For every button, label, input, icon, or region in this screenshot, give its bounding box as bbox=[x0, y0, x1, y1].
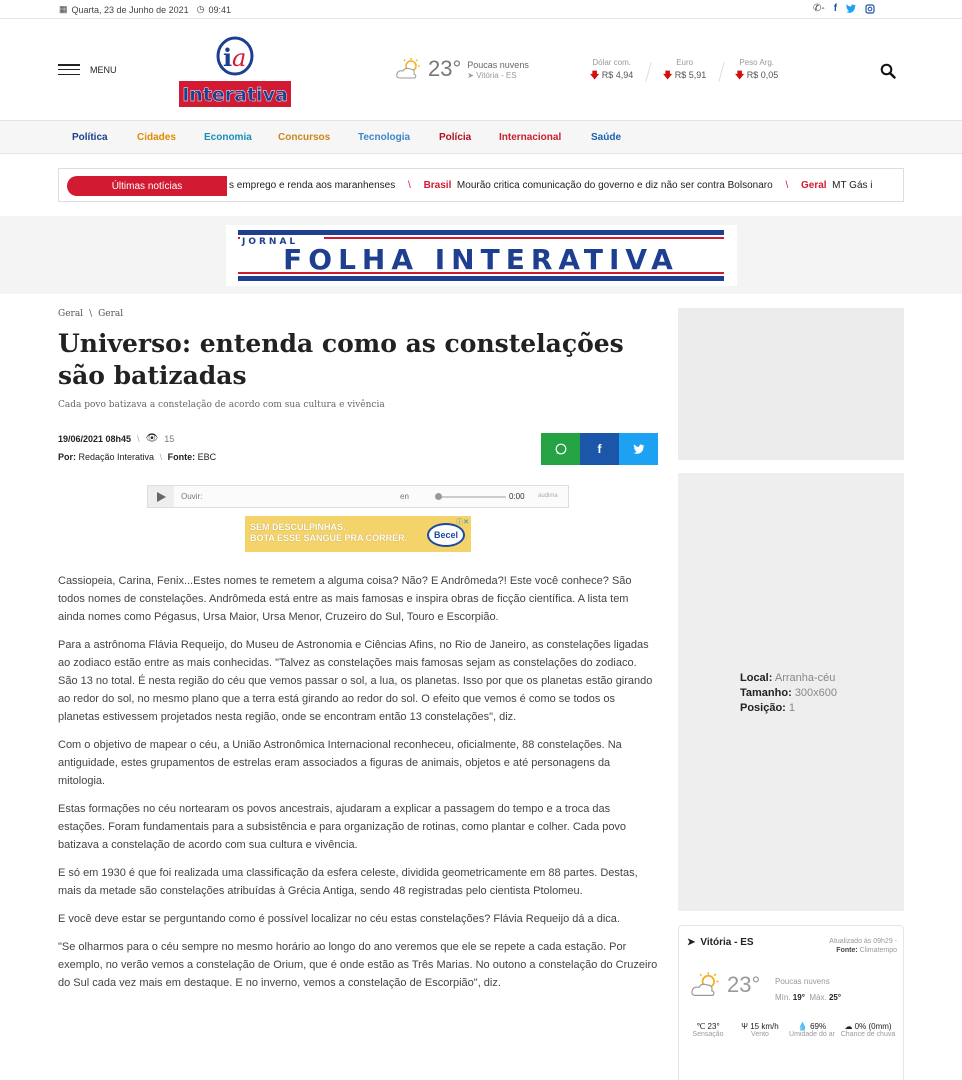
share-whatsapp-button[interactable] bbox=[541, 433, 580, 465]
ticker-track: s emprego e renda aos maranhenses \ Brasil Mourão critica comunicação do governo e diz não ser contra Bolsonaro \ Geral MT Gás i bbox=[229, 180, 873, 191]
article-byline: Por: Redação Interativa \ Fonte: EBC bbox=[58, 452, 217, 462]
date-time bbox=[59, 4, 231, 15]
header-temp: 23° bbox=[428, 56, 462, 81]
nav-item-politica[interactable]: Política bbox=[72, 132, 108, 143]
svg-text:i: i bbox=[223, 43, 233, 72]
menu-label: MENU bbox=[90, 64, 117, 75]
folha-interativa-banner[interactable] bbox=[226, 225, 737, 286]
language-select[interactable]: en bbox=[400, 492, 409, 501]
source-name: EBC bbox=[197, 452, 217, 462]
facebook-icon[interactable]: f bbox=[833, 3, 838, 14]
breadcrumb: Geral \ Geral bbox=[58, 309, 124, 319]
site-header bbox=[0, 20, 962, 120]
stat-humidity: 💧 69% Umidade do ar bbox=[789, 1022, 835, 1038]
play-icon bbox=[156, 492, 166, 502]
ad-brand-logo: Becel bbox=[427, 523, 465, 547]
nav-item-cidades[interactable]: Cidades bbox=[137, 132, 176, 143]
nav-item-policia[interactable]: Polícia bbox=[439, 132, 472, 143]
ad-slot-info: Local: Arranha-céu Tamanho: 300x600 Posição: 1 bbox=[740, 672, 838, 714]
nav-item-tecnologia[interactable]: Tecnologia bbox=[358, 132, 411, 143]
whatsapp-icon bbox=[555, 443, 567, 455]
progress-track[interactable] bbox=[436, 496, 506, 498]
audio-player bbox=[147, 485, 569, 508]
weather-desc: Poucas nuvens bbox=[775, 977, 830, 986]
whatsapp-icon[interactable]: ✆- bbox=[813, 3, 825, 14]
weather-stats bbox=[685, 1022, 899, 1038]
play-button[interactable] bbox=[148, 486, 174, 507]
author-name: Redação Interativa bbox=[78, 452, 155, 462]
header-weather-location: Vitória - ES bbox=[476, 70, 517, 80]
weather-temp: 23° bbox=[727, 972, 761, 997]
svg-text:a: a bbox=[232, 44, 247, 72]
player-brand: audima bbox=[538, 493, 558, 499]
calendar-icon: ▦ bbox=[59, 4, 68, 14]
menu-button[interactable] bbox=[58, 64, 117, 75]
social-links bbox=[813, 3, 875, 14]
thermometer-icon: ℃ bbox=[696, 1022, 706, 1031]
weather-widget bbox=[678, 925, 904, 1080]
header-weather[interactable] bbox=[396, 56, 529, 82]
category-nav bbox=[0, 120, 962, 154]
article-paragraph: Para a astrônoma Flávia Requeijo, do Museu de Astronomia e Ciências Afins, no Rio de Janeiro, as constelações ligadas ao zodiaco estão entre as mais conhecidas. "Talvez as constelações mais famosas sejam as constelações do zodiaco. São 13 no total. É nesta região do céu que vemos passar o sol, a lua, os planetas. Isso por que os planetas estão girando ao redor do sol, no mesmo plano que a terra está girando ao redor do sol. O efeito que vemos é como se todos os planetas estivessem projetados nesta região, onde se encontram então 13 constelações", diz. bbox=[58, 639, 653, 723]
news-ticker bbox=[58, 168, 904, 202]
down-arrow-icon: 🡇 bbox=[663, 70, 673, 80]
weather-minmax: Mín. 19° Máx. 25° bbox=[775, 993, 842, 1002]
publish-date: 19/06/2021 08h45 bbox=[58, 433, 132, 444]
divider bbox=[645, 62, 651, 82]
divider bbox=[718, 62, 724, 82]
breadcrumb-item[interactable]: Geral bbox=[98, 309, 124, 319]
stat-wind: Ψ 15 km/h Vento bbox=[741, 1022, 779, 1038]
listen-label: Ouvir: bbox=[181, 492, 203, 501]
ticker-item[interactable]: MT Gás i bbox=[832, 180, 873, 191]
current-date: Quarta, 23 de Junho de 2021 bbox=[71, 4, 189, 15]
article-paragraph: "Se olharmos para o céu sempre no mesmo horário ao longo do ano veremos que ele se repete a cada estação. Por exemplo, no verão vemos a constelação de Orium, que é onde estão as Três Marias. No outono a constelação do Cruzeiro do Sul cada vez mais em destaque. E no inverno, vemos a constelação de Escorpião", diz. bbox=[58, 941, 658, 989]
down-arrow-icon: 🡇 bbox=[735, 70, 745, 80]
hamburger-icon bbox=[58, 64, 80, 75]
banner-small-text: JORNAL bbox=[242, 237, 299, 247]
svg-text:Interativa: Interativa bbox=[182, 84, 288, 106]
location-arrow-icon: ➤ bbox=[467, 70, 474, 80]
share-twitter-button[interactable] bbox=[619, 433, 658, 465]
sidebar-ad-slot[interactable] bbox=[678, 308, 904, 460]
breadcrumb-item[interactable]: Geral bbox=[58, 309, 84, 319]
currency-dollar: Dólar com. 🡇 R$ 4,94 bbox=[590, 58, 634, 80]
article-subtitle: Cada povo batizava a constelação de acordo com sua cultura e vivência bbox=[58, 400, 385, 410]
nav-item-concursos[interactable]: Concursos bbox=[278, 132, 331, 143]
search-icon[interactable] bbox=[880, 63, 896, 79]
instagram-icon[interactable] bbox=[865, 4, 875, 14]
stat-feels-like: ℃ 23° Sensação bbox=[692, 1022, 724, 1038]
ticker-item-category: Geral bbox=[801, 180, 827, 191]
article-paragraph: E só em 1930 é que foi realizada uma classificação da esfera celeste, dividida geometricamente em 88 partes. Destas, mais da metade são constelações atribuídas à Grécia Antiga, sendo 48 registradas pelo cientista Ptolomeu. bbox=[58, 867, 638, 897]
view-count: 15 bbox=[164, 433, 175, 444]
sidebar-skyscraper-ad[interactable] bbox=[678, 473, 904, 911]
nav-item-saude[interactable]: Saúde bbox=[591, 132, 622, 143]
cloud-rain-icon: ☁ bbox=[844, 1022, 853, 1031]
share-facebook-button[interactable] bbox=[580, 433, 619, 465]
twitter-icon bbox=[633, 444, 645, 454]
nav-item-internacional[interactable]: Internacional bbox=[499, 132, 562, 143]
article-paragraph: Cassiopeia, Carina, Fenix...Estes nomes te remetem a alguma coisa? Não? E Andrômeda?! Este você conhece? São todos nomes de constelações. Andrômeda está entre as mais famosas e inspira obras de ficção científica. A lista tem ainda nomes como Pégasus, Ursa Maior, Ursa Menor, Cruzeiro do Sul, Touro e Escorpião. bbox=[58, 575, 632, 623]
currency-euro: Euro 🡇 R$ 5,91 bbox=[663, 58, 707, 80]
article-paragraph: E você deve estar se perguntando como é possível localizar no céu estas constelações? Flávia Requeijo dá a dica. bbox=[58, 913, 620, 925]
droplet-icon: 💧 bbox=[797, 1022, 808, 1031]
weather-city: Vitória - ES bbox=[700, 937, 754, 948]
partly-cloudy-icon bbox=[396, 58, 422, 80]
article-paragraph: Com o objetivo de mapear o céu, a União Astronômica Internacional reconheceu, oficialmente, 88 constelações. Na antiguidade, estes grupamentos de estrelas eram associados a figuras de animais, objetos e até personagens da mitologia. bbox=[58, 739, 622, 787]
article-paragraph: Estas formações no céu nortearam os povos ancestrais, ajudaram a explicar a passagem do tempo e a troca das estações. Foram fundamentais para a subsistência e para organização de rotinas, como plantar e colher. Cada povo batizava a constelação de acordo com sua cultura e vivência. bbox=[58, 803, 627, 851]
ticker-item[interactable]: Mourão critica comunicação do governo e diz não ser contra Bolsonaro bbox=[456, 180, 773, 191]
progress-knob[interactable] bbox=[435, 493, 442, 500]
weather-updated: Atualizado às 09h29 - Fonte: Climatempo bbox=[829, 938, 897, 954]
top-bar bbox=[0, 0, 962, 19]
share-buttons bbox=[541, 433, 658, 465]
site-logo[interactable] bbox=[179, 35, 291, 109]
facebook-icon: f bbox=[597, 442, 602, 456]
article-meta: 19/06/2021 08h45 \ 👁 15 bbox=[58, 433, 175, 444]
ad-close-icon[interactable]: ⓘ✕ bbox=[456, 519, 469, 526]
current-time: 09:41 bbox=[208, 4, 231, 15]
currency-peso: Peso Arg. 🡇 R$ 0,05 bbox=[735, 58, 779, 80]
inline-ad[interactable]: SEM DESCULPINHAS. BOTA ESSE SANGUE PRA CORRER. Becel ⓘ✕ bbox=[245, 516, 471, 552]
ticker-item-category: Brasil bbox=[423, 180, 452, 191]
eye-icon: 👁 bbox=[145, 433, 159, 444]
stat-rain-chance: ☁ 0% (0mm) Chance de chuva bbox=[840, 1022, 896, 1038]
header-weather-desc: Poucas nuvens bbox=[467, 59, 529, 70]
location-arrow-icon: ➤ bbox=[687, 937, 696, 948]
nav-item-economia[interactable]: Economia bbox=[204, 132, 252, 143]
twitter-icon[interactable] bbox=[846, 4, 856, 13]
article-body bbox=[58, 572, 658, 1002]
clock-icon: ◷ bbox=[196, 4, 205, 14]
player-time: 0:00 bbox=[509, 492, 525, 501]
partly-cloudy-icon bbox=[691, 972, 721, 998]
down-arrow-icon: 🡇 bbox=[590, 70, 600, 80]
ticker-label: Últimas notícias bbox=[67, 176, 227, 196]
ticker-item[interactable]: s emprego e renda aos maranhenses bbox=[229, 180, 396, 191]
wind-icon: Ψ bbox=[741, 1022, 748, 1031]
banner-big-text: FOLHA INTERATIVA bbox=[283, 243, 679, 276]
article-title: Universo: entenda como as constelações são batizadas bbox=[58, 329, 624, 390]
